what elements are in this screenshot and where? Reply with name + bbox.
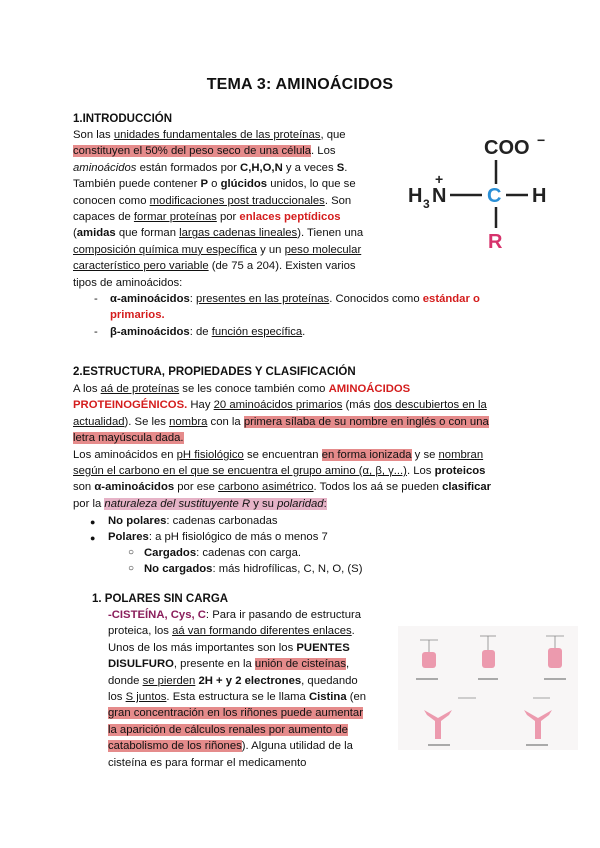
list-item: ● Polares: a pH fisiológico de más o menos 7: [108, 529, 528, 545]
subscript-3: 3: [423, 197, 430, 211]
section-heading-introduccion: 1.INTRODUCCIÓN: [73, 113, 173, 125]
structure-paragraph: A los aá de proteínas se les conoce también como AMINOÁCIDOS PROTEINOGÉNICOS. Hay 20 aminoácidos primarios (más dos descubiertos en la actualidad). Se les nombra con la primera sílaba de su nombre en inglés o con una letra mayúscula dada. Los aminoácidos en pH fisiológico se encuentran en forma ionizada y se nombran según el carbono en el que se encuentra el grupo amino (α, β, γ...). Los proteicos son α-aminoácidos por ese carbono asimétrico. Todos los aá se pueden clasificar por la naturaleza del sustituyente R y su polaridad:: [73, 383, 492, 510]
list-item: ○ No cargados: más hidrofílicas, C, N, O, (S): [144, 561, 524, 577]
intro-paragraph: Son las unidades fundamentales de las proteínas, que constituyen el 50% del peso seco de una célula. Los aminoácidos están formados por C,H,O,N y a veces S. También puede contener P o glúcidos unidos, lo que se conocen como modificaciones post traduccionales. Son capaces de formar proteínas por enlaces peptídicos (amidas que forman largas cadenas lineales). Tienen una composición química muy específica y un peso molecular característico pero variable (de 75 a 204). Existen varios tipos de aminoácidos:: [73, 129, 364, 289]
carboxyl-label: COO: [484, 137, 530, 159]
list-item: - β-aminoácidos: de función específica.: [110, 324, 520, 340]
aminoacid-structure-figure: [404, 130, 554, 250]
amine-h: H: [408, 185, 423, 207]
plus-sign: +: [435, 171, 444, 187]
charge-sublist: [144, 545, 524, 578]
hydrogen-label: H: [532, 185, 547, 207]
list-item: ○ Cargados: cadenas con carga.: [144, 545, 524, 561]
minus-sign: −: [537, 132, 546, 148]
alpha-carbon: C: [487, 185, 502, 207]
section-heading-estructura: 2.ESTRUCTURA, PROPIEDADES Y CLASIFICACIÓN: [73, 366, 356, 378]
r-group: R: [488, 231, 503, 250]
page-title: TEMA 3: AMINOÁCIDOS: [206, 76, 394, 93]
cysteine-paragraph: -CISTEÍNA, Cys, C: Para ir pasando de estructura proteica, los aá van formando diferentes enlaces. Unos de los más importantes son los PUENTES DISULFURO, presente en la unión de cisteínas, donde se pierden 2H + y 2 electrones, quedando los S juntos. Esta estructura se le llama Cistina (en gran concentración en los riñones puede aumentar la aparición de cálculos renales por aumento de catabolismo de los riñones). Alguna utilidad de la cisteína es para formar el medicamento: [108, 609, 367, 769]
section-heading-polares: 1. POLARES SIN CARGA: [92, 593, 229, 605]
aminoacid-types-list: [110, 291, 520, 340]
list-item: - α-aminoácidos: presentes en las proteínas. Conocidos como estándar o primarios.: [110, 291, 520, 324]
cystine-diagram: [398, 626, 578, 750]
list-item: ● No polares: cadenas carbonadas: [108, 513, 528, 529]
polarity-list: [108, 513, 528, 546]
amine-n: N: [432, 185, 447, 207]
